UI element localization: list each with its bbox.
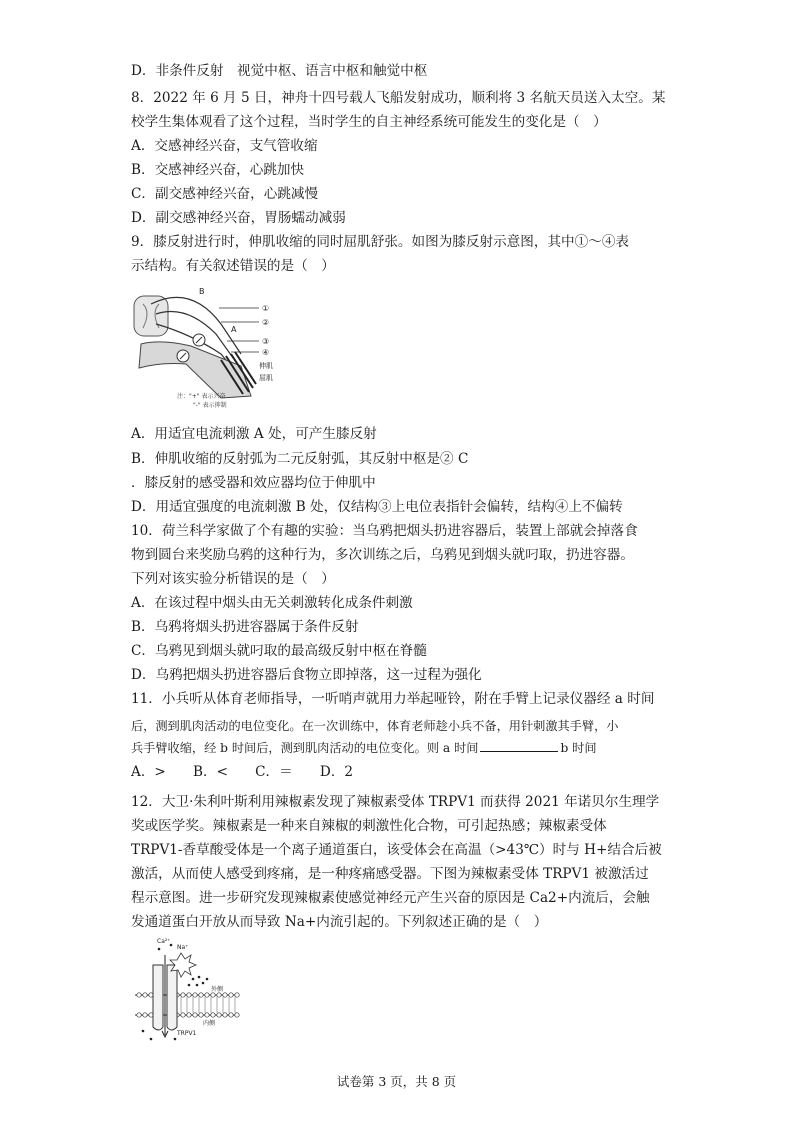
q11-answer-blank	[480, 738, 558, 752]
q11-options: A．> B．< C．＝ D．2	[131, 764, 354, 780]
q11-stem-line3	[131, 738, 597, 758]
q10-stem-line2: 物到圆台来奖励乌鸦的这种行为，多次训练之后，乌鸦见到烟头就叼取，扔进容器。	[131, 547, 634, 563]
q10-option-c: C．乌鸦见到烟头就叼取的最高级反射中枢在脊髓	[131, 643, 427, 659]
q9-stem-line1: 9．膝反射进行时，伸肌收缩的同时屈肌舒张。如图为膝反射示意图，其中①～④表	[131, 234, 630, 250]
trpv1-diagram	[131, 935, 243, 1045]
q7-option-d: D．非条件反射 视觉中枢、语言中枢和触觉中枢	[131, 63, 428, 79]
q11-stem-line3-part2: b 时间	[560, 741, 597, 755]
q10-stem-line3: 下列对该实验分析错误的是（ ）	[131, 571, 335, 587]
q12-stem-line3: TRPV1-香草酸受体是一个离子通道蛋白，该受体会在高温（>43℃）时与 H+结合后被	[131, 842, 662, 858]
fig-label-ca: Ca²⁺	[157, 938, 171, 945]
fig-label-4: ④	[262, 348, 270, 357]
fig-label-flexor: 屈肌	[259, 374, 273, 382]
fig-note-line1: 注："+" 表示兴奋	[177, 393, 226, 400]
q8-option-d: D．副交感神经兴奋，胃肠蠕动减弱	[131, 210, 346, 226]
q9-option-a: A．用适宜电流刺激 A 处，可产生膝反射	[131, 426, 377, 442]
fig-label-na: Na⁺	[177, 944, 189, 951]
q8-stem-line2: 校学生集体观看了这个过程，当时学生的自主神经系统可能发生的变化是（ ）	[131, 114, 607, 130]
q11-stem-line1: 11．小兵听从体育老师指导，一听哨声就用力举起哑铃，附在手臂上记录仪器经 a 时间	[131, 691, 655, 707]
q10-option-d: D．乌鸦把烟头扔进容器后食物立即掉落，这一过程为强化	[131, 667, 482, 683]
q9-option-c: ．膝反射的感受器和效应器均位于伸肌中	[131, 475, 376, 491]
q12-stem-line1: 12．大卫·朱利叶斯利用辣椒素发现了辣椒素受体 TRPV1 而获得 2021 年诺贝尔生理学	[131, 794, 660, 810]
knee-reflex-diagram	[131, 284, 291, 412]
q8-stem-line1: 8．2022 年 6 月 5 日，神舟十四号载人飞船发射成功，顺利将 3 名航天员送入太空。某	[131, 90, 666, 106]
fig-note-line2: "-" 表示抑制	[193, 402, 227, 409]
channel-right-subunit	[167, 965, 177, 1030]
trpv1-svg	[131, 935, 243, 1045]
q8-option-b: B．交感神经兴奋，心跳加快	[131, 162, 305, 178]
q11-stem-line2: 后，测到肌肉活动的电位变化。在一次训练中，体育老师趁小兵不备，用针刺激其手臂，小	[131, 719, 619, 733]
fig-label-inside: 内侧	[203, 1020, 216, 1027]
fig-label-1: ①	[262, 304, 270, 313]
fig-label-a: A	[231, 325, 237, 334]
fig-label-b: B	[199, 287, 205, 296]
spinal-cord-shape	[134, 296, 168, 336]
q8-option-c: C．副交感神经兴奋，心跳减慢	[131, 186, 319, 202]
fig-label-trpv1: TRPV1	[177, 1030, 197, 1037]
fig-label-extensor: 伸肌	[259, 362, 273, 370]
channel-left-subunit	[153, 965, 163, 1030]
q8-option-a: A．交感神经兴奋，支气管收缩	[131, 138, 318, 154]
q12-stem-line4: 激活，从而使人感受到疼痛，是一种疼痛感受器。下图为辣椒素受体 TRPV1 被激活过	[131, 866, 649, 882]
knee-reflex-svg	[131, 284, 291, 412]
q12-stem-line5: 程示意图。进一步研究发现辣椒素使感觉神经元产生兴奋的原因是 Ca2+内流后，会触	[131, 890, 650, 906]
membrane-bilayer	[135, 993, 239, 1017]
page-footer: 试卷第 3 页，共 8 页	[336, 1074, 457, 1089]
q11-stem-line3-part1: 兵手臂收缩，经 b 时间后，测到肌肉活动的电位变化。则 a 时间	[131, 741, 479, 755]
q10-option-b: B．乌鸦将烟头扔进容器属于条件反射	[131, 619, 359, 635]
q10-stem-line1: 10．荷兰科学家做了个有趣的实验：当乌鸦把烟头扔进容器后，装置上部就会掉落食	[131, 523, 638, 539]
fig-label-2: ②	[262, 318, 270, 327]
fig-label-outside: 外侧	[211, 986, 224, 993]
q9-option-d: D．用适宜强度的电流刺激 B 处，仅结构③上电位表指针会偏转，结构④上不偏转	[131, 499, 623, 515]
q12-stem-line6: 发通道蛋白开放从而导致 Na+内流引起的。下列叙述正确的是（ ）	[131, 914, 548, 930]
fig-label-3: ③	[262, 337, 270, 346]
q10-option-a: A．在该过程中烟头由无关刺激转化成条件刺激	[131, 595, 413, 611]
q9-stem-line2: 示结构。有关叙述错误的是（ ）	[131, 258, 335, 274]
q12-stem-line2: 奖或医学奖。辣椒素是一种来自辣椒的刺激性化合物，可引起热感；辣椒素受体	[131, 818, 607, 834]
q9-option-b: B．伸肌收缩的反射弧为二元反射弧，其反射中枢是② C	[131, 451, 469, 467]
